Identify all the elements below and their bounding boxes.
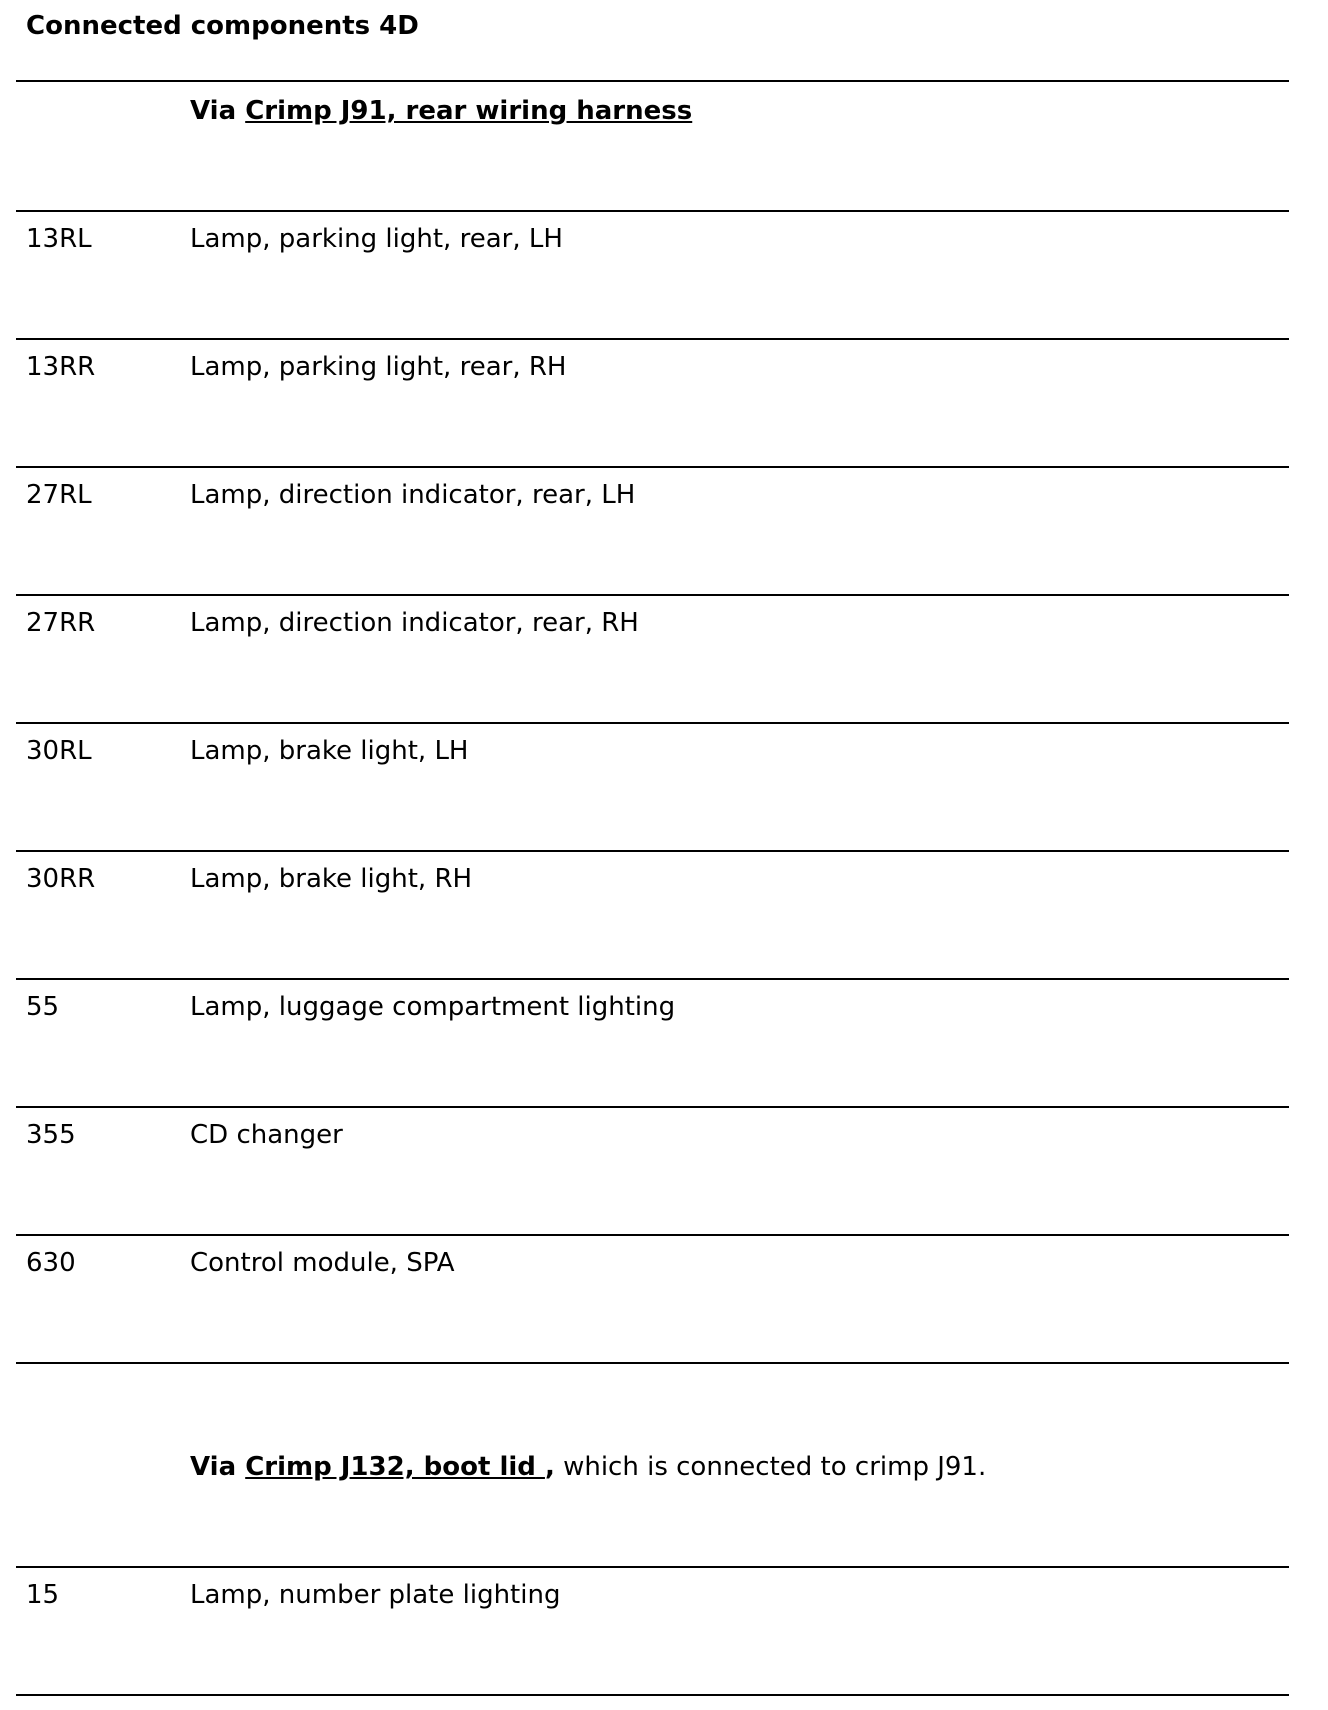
crimp-j91-link[interactable]: Crimp J91, rear wiring harness — [245, 96, 693, 126]
crimp-j132-link[interactable]: Crimp J132, boot lid — [245, 1452, 545, 1482]
component-code: 13RL — [26, 224, 92, 254]
component-description: Lamp, luggage compartment lighting — [190, 992, 676, 1022]
divider — [16, 1694, 1289, 1696]
section-comma: , — [544, 1452, 555, 1482]
divider — [16, 466, 1289, 468]
divider — [16, 978, 1289, 980]
section-heading-j132 — [190, 1450, 986, 1484]
component-description: Lamp, parking light, rear, RH — [190, 352, 567, 382]
section-prefix: Via — [190, 1452, 246, 1482]
component-description: CD changer — [190, 1120, 343, 1150]
component-code: 630 — [26, 1248, 76, 1278]
component-code: 30RR — [26, 864, 96, 894]
divider — [16, 210, 1289, 212]
component-description: Lamp, parking light, rear, LH — [190, 224, 563, 254]
component-description: Lamp, direction indicator, rear, LH — [190, 480, 636, 510]
divider — [16, 1362, 1289, 1364]
component-code: 355 — [26, 1120, 76, 1150]
component-description: Lamp, brake light, RH — [190, 864, 473, 894]
divider — [16, 850, 1289, 852]
component-code: 13RR — [26, 352, 96, 382]
divider — [16, 722, 1289, 724]
divider — [16, 80, 1289, 82]
component-description: Lamp, brake light, LH — [190, 736, 469, 766]
section-suffix: which is connected to crimp J91. — [554, 1452, 987, 1482]
divider — [16, 1566, 1289, 1568]
component-code: 27RL — [26, 480, 92, 510]
section-heading-j91 — [190, 94, 692, 128]
component-description: Lamp, number plate lighting — [190, 1580, 561, 1610]
section-prefix: Via — [190, 96, 246, 126]
component-description: Lamp, direction indicator, rear, RH — [190, 608, 639, 638]
component-description: Control module, SPA — [190, 1248, 455, 1278]
component-code: 55 — [26, 992, 60, 1022]
component-code: 27RR — [26, 608, 96, 638]
divider — [16, 1234, 1289, 1236]
divider — [16, 594, 1289, 596]
divider — [16, 1106, 1289, 1108]
component-code: 15 — [26, 1580, 60, 1610]
document-title: Connected components 4D — [26, 11, 419, 41]
divider — [16, 338, 1289, 340]
component-code: 30RL — [26, 736, 92, 766]
